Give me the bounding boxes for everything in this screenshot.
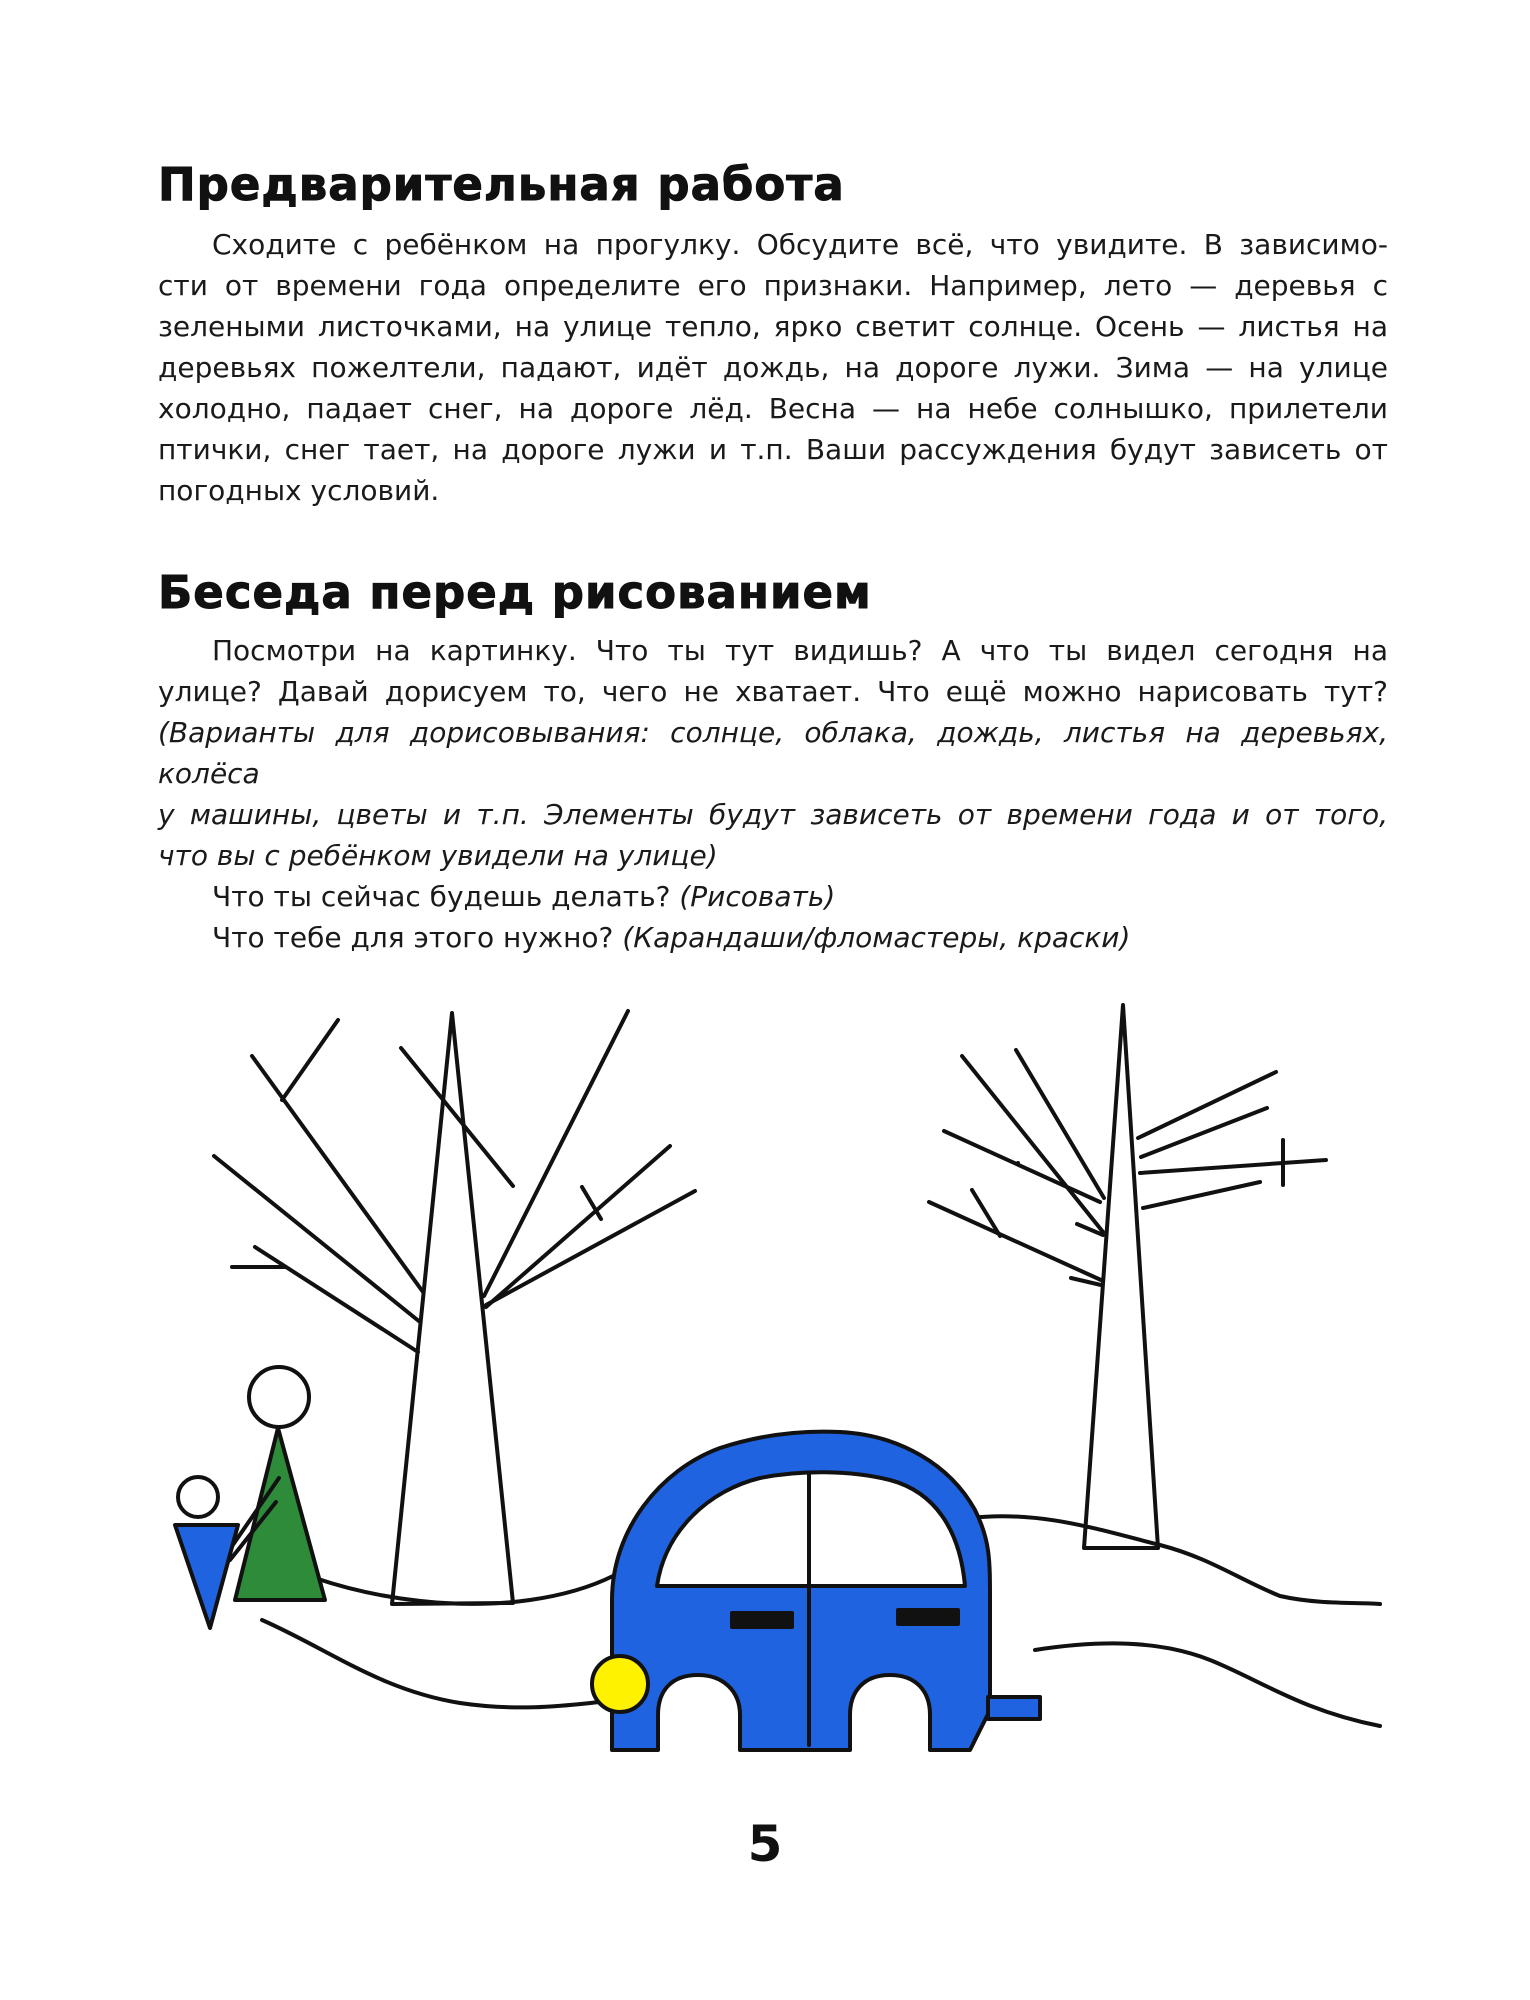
child-figure (175, 1477, 238, 1628)
question-1-answer: (Рисовать) (679, 880, 836, 913)
talk-italic-line-3: что вы с ребёнком увидели на улице) (158, 839, 718, 872)
question-1-text: Что ты сейчас будешь делать? (212, 880, 671, 913)
left-tree-branch-6 (484, 1011, 628, 1296)
prep-line-1: Сходите с ребёнком на прогулку. Обсудите всё, что увидите. В зависимо- (212, 228, 1388, 261)
section-title-conversation: Беседа перед рисованием (158, 566, 872, 619)
mother-figure (228, 1367, 325, 1600)
road-lower-edge (262, 1620, 600, 1707)
talk-italic-line-2: у машины, цветы и т.п. Элементы будут зависеть от времени года и от того, (158, 798, 1388, 831)
prep-line-6: птички, снег тает, на дороге лужи и т.п. Ваши рассуждения будут зависеть от (158, 433, 1388, 466)
question-2-answer: (Карандаши/фломастеры, краски) (622, 921, 1131, 954)
car-bumper (988, 1697, 1040, 1719)
right-tree-branch-3 (944, 1131, 1100, 1202)
prep-line-4: деревьях пожелтели, падают, идёт дождь, на дороге лужи. Зима — на улице (158, 351, 1388, 384)
right-tree-branch-5 (929, 1202, 1101, 1280)
right-tree-branch-8 (1141, 1108, 1267, 1157)
left-tree-branch-10 (486, 1191, 695, 1305)
left-tree-branch-3 (214, 1156, 420, 1322)
road-lower-edge-right (1035, 1643, 1380, 1726)
prep-line-3: зелеными листочками, на улице тепло, ярко светит солнце. Осень — листья на (158, 310, 1388, 343)
right-tree (929, 1005, 1326, 1548)
talk-line-1: Посмотри на картинку. Что ты тут видишь? А что ты видел сегодня на (212, 634, 1388, 667)
right-tree-branch-9 (1140, 1160, 1326, 1173)
page-number: 5 (747, 1815, 783, 1873)
talk-italic-line-1: (Варианты для дорисовывания: солнце, облака, дождь, листья на деревьях, колёса (158, 716, 1388, 790)
mother-head (249, 1367, 309, 1427)
road-upper-edge-right (970, 1516, 1380, 1604)
prep-line-7: погодных условий. (158, 474, 440, 507)
left-tree-branch-8 (486, 1146, 670, 1307)
section-title-preparation: Предварительная работа (158, 158, 845, 211)
prep-line-2: сти от времени года определите его признаки. Например, лето — деревья с (158, 269, 1388, 302)
car-headlight (592, 1656, 648, 1712)
talk-line-2: улице? Давай дорисуем то, чего не хватает. Что ещё можно нарисовать тут? (158, 675, 1388, 708)
left-tree-trunk (392, 1013, 513, 1604)
right-tree-branch-11 (1143, 1182, 1260, 1208)
question-2-text: Что тебе для этого нужно? (212, 921, 614, 954)
child-head (178, 1477, 218, 1517)
car (592, 1432, 1040, 1750)
child-body (175, 1525, 238, 1628)
car-door-handle-left (732, 1613, 792, 1627)
mother-coat (235, 1428, 325, 1600)
prep-line-5: холодно, падает снег, на дороге лёд. Весна — на небе солнышко, прилетели (158, 392, 1388, 425)
left-tree-branch-2 (282, 1020, 338, 1100)
right-tree-branch-7 (1138, 1072, 1276, 1138)
car-door-handle-right (898, 1610, 958, 1624)
